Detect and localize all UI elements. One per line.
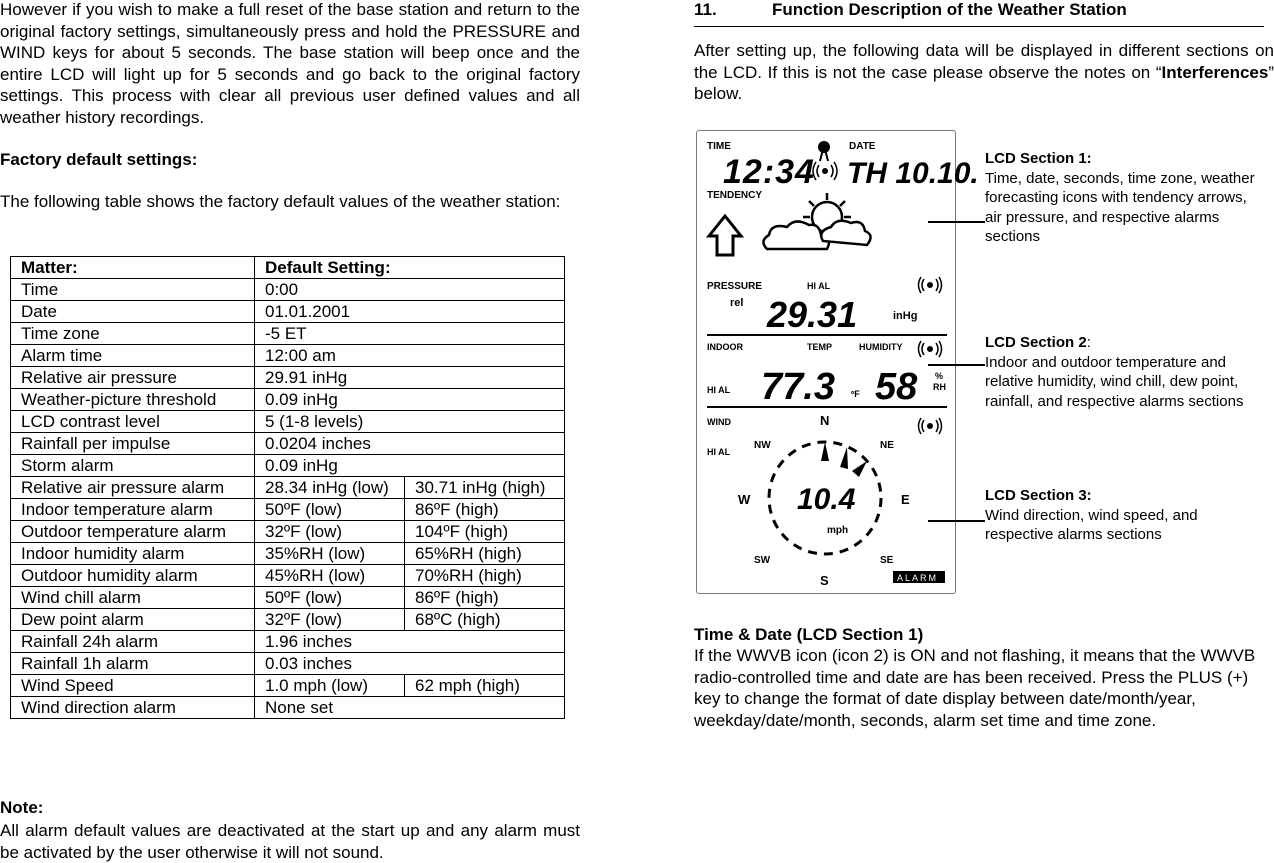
header-default: Default Setting: [255, 257, 565, 279]
table-row [11, 609, 565, 631]
table-row [11, 301, 565, 323]
lcd-temp-label: TEMP [807, 342, 833, 352]
cell-default-value: 1.96 inches [255, 631, 565, 653]
leader-line-2 [928, 364, 985, 366]
cell-matter: Wind Speed [11, 675, 255, 697]
radio-signal-icon [813, 162, 837, 180]
table-row [11, 389, 565, 411]
cell-matter: Rainfall 1h alarm [11, 653, 255, 675]
cell-default-value: 01.01.2001 [255, 301, 565, 323]
cell-high-value: 65%RH (high) [405, 543, 565, 565]
cell-matter: Indoor temperature alarm [11, 499, 255, 521]
factory-defaults-table [10, 256, 565, 719]
time-date-heading: Time & Date (LCD Section 1) [694, 625, 924, 644]
lcd-wind-unit: mph [827, 525, 849, 536]
cell-matter: Indoor humidity alarm [11, 543, 255, 565]
interferences-ref: Interferences [1161, 62, 1269, 82]
compass-nw: NW [754, 440, 771, 451]
lcd-wind-speed: 10.4 [797, 483, 856, 516]
cell-default-value: -5 ET [255, 323, 565, 345]
cell-matter: Outdoor humidity alarm [11, 565, 255, 587]
table-row [11, 323, 565, 345]
cell-matter: Wind direction alarm [11, 697, 255, 719]
cell-default-value: 5 (1-8 levels) [255, 411, 565, 433]
callout-2-text: Indoor and outdoor temperature and relative humidity, wind chill, dew point, rainfall, and respective alarms sections [985, 353, 1244, 410]
compass-ne: NE [880, 440, 894, 451]
cell-high-value: 30.71 inHg (high) [405, 477, 565, 499]
table-row [11, 367, 565, 389]
table-header-row [11, 257, 565, 279]
cell-low-value: 35%RH (low) [255, 543, 405, 565]
callout-2-suffix: : [1086, 334, 1091, 351]
lcd-humidity-unit-bottom: RH [933, 382, 946, 392]
cell-low-value: 32ºF (low) [255, 609, 405, 631]
table-row [11, 631, 565, 653]
lcd-rel-label: rel [730, 297, 744, 309]
compass-n: N [820, 413, 830, 428]
lcd-alarm-badge: ALARM [897, 573, 939, 583]
cell-low-value: 50ºF (low) [255, 499, 405, 521]
section-heading [694, 0, 1264, 27]
callout-3-text: Wind direction, wind speed, and respective alarms sections [985, 506, 1198, 543]
cell-high-value: 86ºF (high) [405, 499, 565, 521]
table-row [11, 565, 565, 587]
callout-1-text: Time, date, seconds, time zone, weather forecasting icons with tendency arrows, air pressure, and respective alarms sections [985, 169, 1255, 245]
pressure-alarm-icon [919, 277, 942, 293]
cell-matter: Relative air pressure alarm [11, 477, 255, 499]
table-row [11, 675, 565, 697]
tower-icon [818, 141, 830, 161]
factory-defaults-heading: Factory default settings: [0, 150, 198, 169]
section-number: 11. [694, 0, 717, 19]
cell-default-value: 0.09 inHg [255, 455, 565, 477]
lcd-pressure-unit: inHg [893, 310, 918, 322]
cell-high-value: 86ºF (high) [405, 587, 565, 609]
intro-text-a: After setting up, the following data will be displayed in different sections on the LCD. If this is not the case please observe the notes on “ [694, 41, 1274, 82]
cell-default-value: 29.91 inHg [255, 367, 565, 389]
tendency-up-arrow-icon [709, 216, 741, 255]
lcd-date-label: DATE [849, 141, 876, 152]
compass-w: W [738, 492, 751, 507]
intro-text-b: ” below. [694, 62, 1274, 103]
lcd-diagram [696, 130, 979, 594]
table-row [11, 433, 565, 455]
lcd-humidity-value: 58 [875, 366, 918, 408]
callout-section-2 [985, 333, 1265, 411]
cell-default-value: 0.03 inches [255, 653, 565, 675]
leader-line-1 [928, 221, 985, 223]
cell-matter: Dew point alarm [11, 609, 255, 631]
indoor-alarm-icon [919, 341, 942, 357]
cell-low-value: 45%RH (low) [255, 565, 405, 587]
cell-low-value: 1.0 mph (low) [255, 675, 405, 697]
table-row [11, 499, 565, 521]
cell-matter: Time zone [11, 323, 255, 345]
cell-matter: Rainfall per impulse [11, 433, 255, 455]
lcd-indoor-label: INDOOR [707, 342, 743, 352]
lcd-pressure-label: PRESSURE [707, 281, 763, 292]
table-row [11, 279, 565, 301]
note-text: All alarm default values are deactivated at the start up and any alarm must be activated by the user otherwise it will not sound. [0, 821, 580, 862]
cell-matter: Rainfall 24h alarm [11, 631, 255, 653]
cell-matter: Outdoor temperature alarm [11, 521, 255, 543]
lcd-tendency-label: TENDENCY [707, 190, 763, 201]
table-row [11, 455, 565, 477]
lcd-wind-hi-al: HI AL [707, 447, 731, 457]
cell-low-value: 28.34 inHg (low) [255, 477, 405, 499]
compass-e: E [901, 492, 910, 507]
lcd-date-value: TH 10.10. [847, 157, 979, 190]
table-row [11, 543, 565, 565]
table-row [11, 587, 565, 609]
section-title: Function Description of the Weather Station [772, 0, 1127, 19]
cell-high-value: 62 mph (high) [405, 675, 565, 697]
table-row [11, 697, 565, 719]
cell-default-value: 12:00 am [255, 345, 565, 367]
cell-matter: Date [11, 301, 255, 323]
compass-se: SE [880, 555, 894, 566]
cell-low-value: 32ºF (low) [255, 521, 405, 543]
lcd-humidity-label: HUMIDITY [859, 342, 903, 352]
lcd-temp-unit: ºF [851, 389, 860, 399]
lcd-pressure-value: 29.31 [767, 294, 858, 335]
cell-default-value: None set [255, 697, 565, 719]
reset-paragraph: However if you wish to make a full reset of the base station and return to the original factory settings, simultaneously press and hold the PRESSURE and WIND keys for about 5 seconds. The base station will beep once and the entire LCD will light up for 5 seconds and go back to the original factory settings. This process with clear all previous user defined values and all weather history recordings. [0, 0, 580, 127]
cell-matter: Time [11, 279, 255, 301]
table-intro: The following table shows the factory default values of the weather station: [0, 192, 561, 211]
lcd-time-label: TIME [707, 141, 731, 152]
lcd-temp-value: 77.3 [761, 366, 835, 408]
table-row [11, 477, 565, 499]
callout-1-title: LCD Section 1: [985, 150, 1092, 167]
table-row [11, 653, 565, 675]
callout-2-title: LCD Section 2 [985, 334, 1087, 351]
compass-sw: SW [754, 555, 771, 566]
cell-default-value: 0.09 inHg [255, 389, 565, 411]
wind-alarm-icon [919, 418, 942, 434]
lcd-humidity-unit-top: % [935, 371, 944, 381]
lcd-pressure-hi-al: HI AL [807, 281, 831, 291]
cell-matter: LCD contrast level [11, 411, 255, 433]
lcd-time-value: 12:34 [723, 153, 815, 191]
cell-matter: Weather-picture threshold [11, 389, 255, 411]
leader-line-3 [928, 520, 985, 522]
callout-section-1 [985, 149, 1265, 247]
callout-section-3 [985, 486, 1265, 545]
intro-paragraph [694, 40, 1274, 105]
cell-default-value: 0:00 [255, 279, 565, 301]
cell-matter: Wind chill alarm [11, 587, 255, 609]
callout-3-title: LCD Section 3: [985, 487, 1092, 504]
cell-matter: Alarm time [11, 345, 255, 367]
cell-matter: Relative air pressure [11, 367, 255, 389]
compass-s: S [820, 573, 829, 588]
table-row [11, 411, 565, 433]
cell-high-value: 70%RH (high) [405, 565, 565, 587]
table-row [11, 521, 565, 543]
table-row [11, 345, 565, 367]
cell-low-value: 50ºF (low) [255, 587, 405, 609]
lcd-wind-label: WIND [707, 417, 731, 427]
lcd-indoor-hi-al: HI AL [707, 385, 731, 395]
header-matter: Matter: [11, 257, 255, 279]
time-date-text: If the WWVB icon (icon 2) is ON and not flashing, it means that the WWVB radio-controlled time and date are has been received. Press the PLUS (+) key to change the format of date display between date/month/year, weekday/date/month, seconds, alarm set time and time zone. [694, 646, 1256, 730]
sun-cloud-icon [763, 193, 870, 249]
cell-default-value: 0.0204 inches [255, 433, 565, 455]
cell-high-value: 104ºF (high) [405, 521, 565, 543]
note-heading: Note: [0, 798, 44, 817]
cell-high-value: 68ºC (high) [405, 609, 565, 631]
cell-matter: Storm alarm [11, 455, 255, 477]
